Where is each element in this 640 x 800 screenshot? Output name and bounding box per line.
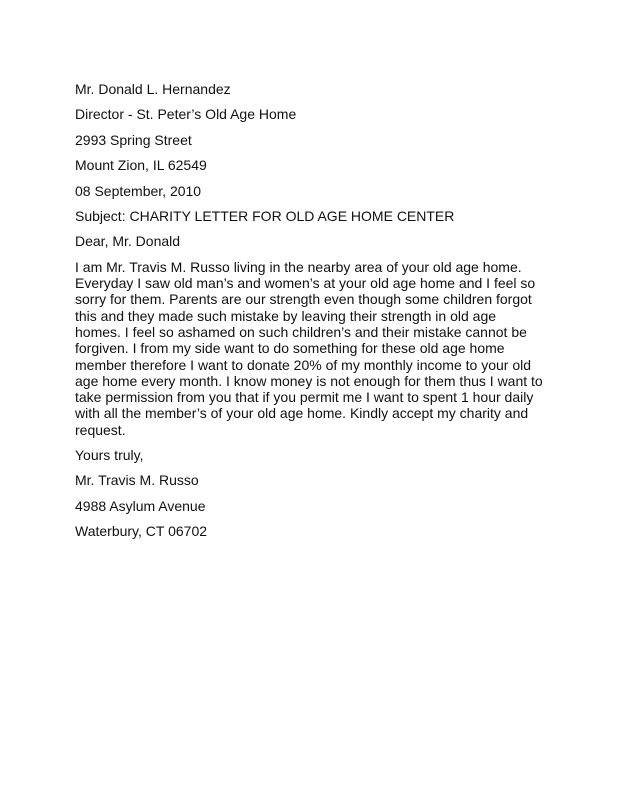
body-line: take permission from you that if you permit me I want to spent 1 hour daily [75,389,534,406]
body-line: forgiven. I from my side want to do something for these old age home [75,340,505,357]
body-line: request. [75,421,126,438]
letter-body [75,259,575,438]
recipient-city: Mount Zion, IL 62549 [75,157,207,174]
letter-subject: Subject: CHARITY LETTER FOR OLD AGE HOME CENTER [75,207,455,224]
body-line: sorry for them. Parents are our strength even though some children forgot [75,291,532,308]
body-line: age home every month. I know money is not enough for them thus I want to [75,372,543,389]
letter-date: 08 September, 2010 [75,182,202,199]
sender-city: Waterbury, CT 06702 [75,523,208,540]
body-line: I am Mr. Travis M. Russo living in the nearby area of your old age home. [75,258,522,275]
recipient-title: Director - St. Peter’s Old Age Home [75,106,297,123]
closing: Yours truly, [75,447,144,463]
recipient-name: Mr. Donald L. Hernandez [75,81,231,97]
sender-name: Mr. Travis M. Russo [75,472,199,489]
body-line: homes. I feel so ashamed on such children’s and their mistake cannot be [75,323,527,340]
sender-street: 4988 Asylum Avenue [75,497,206,514]
recipient-street: 2993 Spring Street [75,131,192,148]
letter [75,81,575,549]
body-line: Everyday I saw old man’s and women’s at your old age home and I feel so [75,275,536,292]
body-line: this and they made such mistake by leaving their strength in old age [75,307,497,324]
body-line: with all the member’s of your old age home. Kindly accept my charity and [75,405,529,422]
salutation: Dear, Mr. Donald [75,233,181,250]
body-line: member therefore I want to donate 20% of my monthly income to your old [75,356,532,373]
